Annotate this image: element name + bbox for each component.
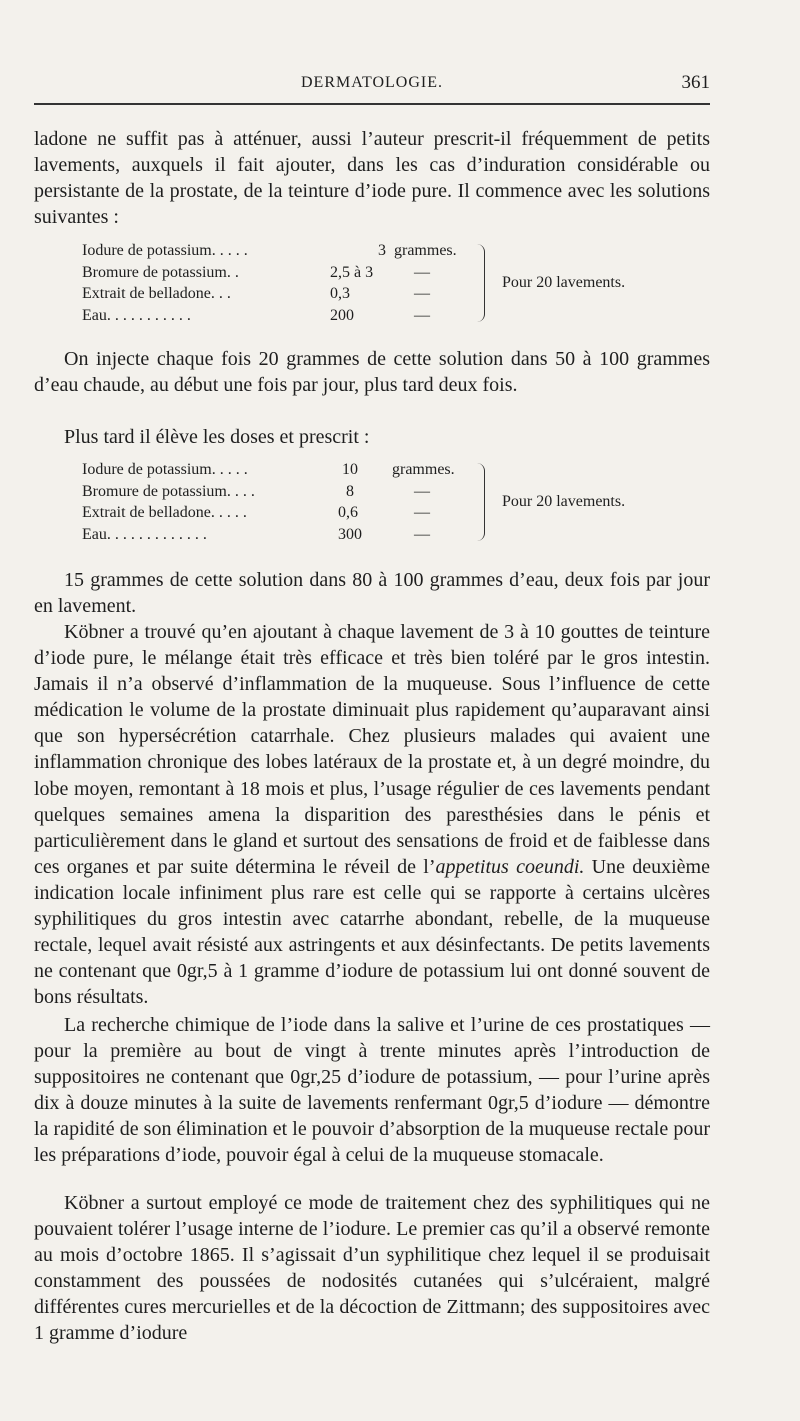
paragraph-4: 15 grammes de cette solution dans 80 à 100 grammes d’eau, deux fois par jour en lavement. bbox=[34, 569, 710, 618]
paragraph-1: ladone ne suffit pas à atténuer, aussi l’auteur prescrit-il fréquemment de petits lavements, auxquels il fait ajouter, dans les cas d’induration considérable ou persistante de la prostate, de la teinture d’iode pure. Il commence avec les solutions suivantes : bbox=[34, 128, 710, 229]
ingredient-quantity: 200 bbox=[330, 306, 354, 324]
ingredient-name: Extrait de belladone. . . bbox=[82, 285, 231, 302]
ingredient-unit: — bbox=[414, 285, 430, 302]
running-header bbox=[34, 70, 710, 98]
ingredient-name: Iodure de potassium. . . . . bbox=[82, 461, 248, 478]
paragraph-6: La recherche chimique de l’iode dans la salive et l’urine de ces prostatiques — pour la première au bout de vingt à trente minutes après l’introduction de suppositoires ne contenant que 0gr,25 d’iodure de potassium, — pour l’urine après dix à douze minutes à la suite de lavements renfermant 0gr,5 d’iodure — démontre la rapidité de son élimination et le pouvoir d’absorption de la muqueuse rectale pour les préparations d’iode, pouvoir égal à celui de la muqueuse stomacale. bbox=[34, 1014, 710, 1167]
prescription-row bbox=[82, 305, 682, 327]
paragraph-2: On injecte chaque fois 20 grammes de cette solution dans 50 à 100 grammes d’eau chaude, au début une fois par jour, plus tard deux fois. bbox=[34, 348, 710, 397]
prescription-note: Pour 20 lavements. bbox=[502, 493, 626, 510]
ingredient-unit: — bbox=[414, 263, 430, 281]
running-title: DERMATOLOGIE. bbox=[300, 74, 444, 91]
prescription-note: Pour 20 lavements. bbox=[502, 274, 626, 291]
paragraph-3: Plus tard il élève les doses et prescrit : bbox=[64, 426, 370, 448]
prescription-1 bbox=[82, 240, 682, 326]
ingredient-unit: grammes. bbox=[394, 242, 457, 259]
ingredient-name: Eau. . . . . . . . . . . bbox=[82, 306, 191, 324]
brace bbox=[474, 463, 485, 541]
prescription-row bbox=[82, 524, 682, 546]
ingredient-name: Extrait de belladone. . . . . bbox=[82, 504, 247, 521]
ingredient-quantity: 3 bbox=[378, 242, 386, 259]
ingredient-quantity: 0,6 bbox=[338, 504, 358, 521]
ingredient-unit: — bbox=[414, 306, 430, 324]
ingredient-name: Bromure de potassium. . bbox=[82, 263, 239, 281]
ingredient-unit: grammes. bbox=[392, 461, 455, 478]
ingredient-name: Eau. . . . . . . . . . . . . bbox=[82, 525, 207, 543]
paragraph-5-text: Köbner a trouvé qu’en ajoutant à chaque lavement de 3 à 10 gouttes de teinture d’iode pure, le mélange était très efficace et très bien toléré par le gros intestin. Jamais il n’a observé d’inflammation de la muqueuse. Sous l’influence de cette médication le volume de la prostate diminuait plus rapidement qu’auparavant ainsi que son hypersécrétion catarrhale. Chez plusieurs malades qui avaient une inflammation chronique des lobes latéraux de la prostate et, à un degré moindre, du lobe moyen, remontant à 18 mois et plus, l’usage régulier de ces lavements pendant quelques semaines amena la disparition des paresthésies dans le pénis et particulièrement dans le gland et surtout des sensations de froid et de faiblesse dans ces organes et par suite détermina le réveil de l’ bbox=[34, 621, 710, 878]
ingredient-name: Bromure de potassium. . . . bbox=[82, 482, 255, 500]
ingredient-quantity: 300 bbox=[338, 525, 362, 543]
paragraph-7: Köbner a surtout employé ce mode de traitement chez des syphilitiques qui ne pouvaient tolérer l’usage interne de l’iodure. Le premier cas qu’il a observé remonte au mois d’octobre 1865. Il s’agissait d’un syphilitique chez lequel il se produisait constamment des poussées de nodosités cutanées qui s’ulcéraient, malgré différentes cures mercurielles et de la décoction de Zittmann; des suppositoires avec 1 gramme d’iodure bbox=[34, 1192, 710, 1345]
ingredient-quantity: 2,5 à 3 bbox=[330, 263, 374, 281]
prescription-2 bbox=[82, 459, 682, 545]
ingredient-quantity: 10 bbox=[342, 461, 358, 478]
brace bbox=[474, 244, 485, 322]
latin-term: appetitus coeundi. bbox=[435, 855, 585, 878]
ingredient-unit: — bbox=[414, 504, 430, 521]
ingredient-name: Iodure de potassium. . . . . bbox=[82, 242, 248, 259]
prescription-row bbox=[82, 459, 682, 481]
ingredient-quantity: 8 bbox=[346, 482, 354, 500]
ingredient-unit: — bbox=[414, 525, 430, 543]
ingredient-quantity: 0,3 bbox=[330, 285, 350, 302]
paragraph-5-text-cont: Une deuxième indication locale infiniment plus rare est celle qui se rapporte à certains ulcères syphilitiques du gros intestin avec catarrhe abondant, rebelle, de la muqueuse rectale, lequel avait résisté aux astringents et aux désinfectants. De petits lavements ne contenant que 0gr,5 à 1 gramme d’iodure de potassium lui ont donné souvent de bons résultats. bbox=[34, 855, 710, 1009]
header-rule bbox=[34, 103, 710, 105]
paragraph-5 bbox=[34, 619, 710, 1010]
ingredient-unit: — bbox=[414, 482, 430, 500]
prescription-row bbox=[82, 240, 682, 262]
page-number: 361 bbox=[681, 72, 710, 93]
